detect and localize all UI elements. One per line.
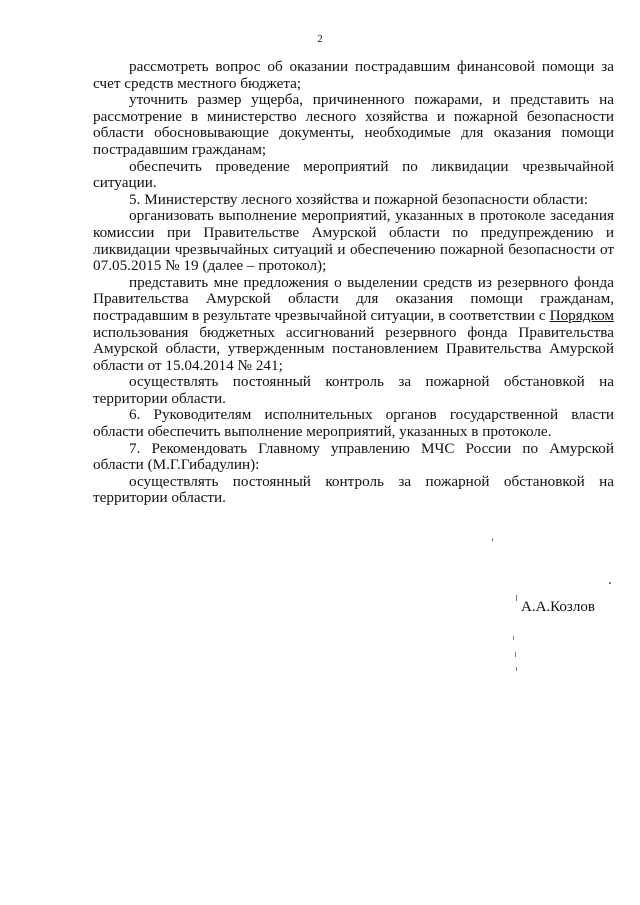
paragraph-emergency-measures: обеспечить проведение мероприятий по ликвидации чрезвычайной ситуации. <box>93 157 614 192</box>
scan-mark <box>516 595 517 601</box>
paragraph-financial-aid: рассмотреть вопрос об оказании пострадавшим финансовой помощи за счет средств местного бюджета; <box>93 58 614 92</box>
paragraph-fire-control-mchs: осуществлять постоянный контроль за пожарной обстановкой на территории области. <box>93 472 614 507</box>
scan-mark <box>515 652 516 657</box>
scan-mark <box>492 538 493 541</box>
page-number: 2 <box>317 33 323 45</box>
signature-name: А.А.Козлов <box>521 599 595 615</box>
paragraph-item-7: 7. Рекомендовать Главному управлению МЧС России по Амурской области (М.Г.Гибадулин): <box>93 439 614 474</box>
scan-mark <box>516 667 517 671</box>
paragraph-damage-assessment: уточнить размер ущерба, причиненного пожарами, и представить на рассмотрение в министерство лесного хозяйства и пожарной безопасности области обосновывающие документы, необходимые для оказания помощи пострадавшим гражданам; <box>93 91 614 158</box>
paragraph-item-6: 6. Руководителям исполнительных органов государственной власти области обеспечить выполнение мероприятий, указанных в протоколе. <box>93 406 614 441</box>
paragraph-fire-control: осуществлять постоянный контроль за пожарной обстановкой на территории области. <box>93 373 614 407</box>
scan-mark <box>609 582 611 584</box>
procedure-link[interactable]: Порядком <box>549 306 614 324</box>
paragraph-organize-measures: организовать выполнение мероприятий, указанных в протоколе заседания комиссии при Правительстве Амурской области по предупреждению и ликвидации чрезвычайных ситуаций и обеспечению пожарной безопасности от 07.05.2015 № 19 (далее – протокол); <box>93 207 614 275</box>
paragraph-reserve-fund <box>93 275 614 375</box>
reserve-fund-text-before: представить мне предложения о выделении средств из резервного фонда Правительства Амурской области для оказания помощи гражданам, пострадавшим в результате чрезвычайной ситуации, в соответствии с <box>93 273 614 324</box>
document-body <box>93 59 614 507</box>
reserve-fund-text-after: использования бюджетных ассигнований резервного фонда Правительства Амурской области, утвержденным постановлением Правительства Амурской области от 15.04.2014 № 241; <box>93 323 614 374</box>
scan-mark <box>513 636 514 640</box>
paragraph-item-5: 5. Министерству лесного хозяйства и пожарной безопасности области: <box>129 190 588 208</box>
